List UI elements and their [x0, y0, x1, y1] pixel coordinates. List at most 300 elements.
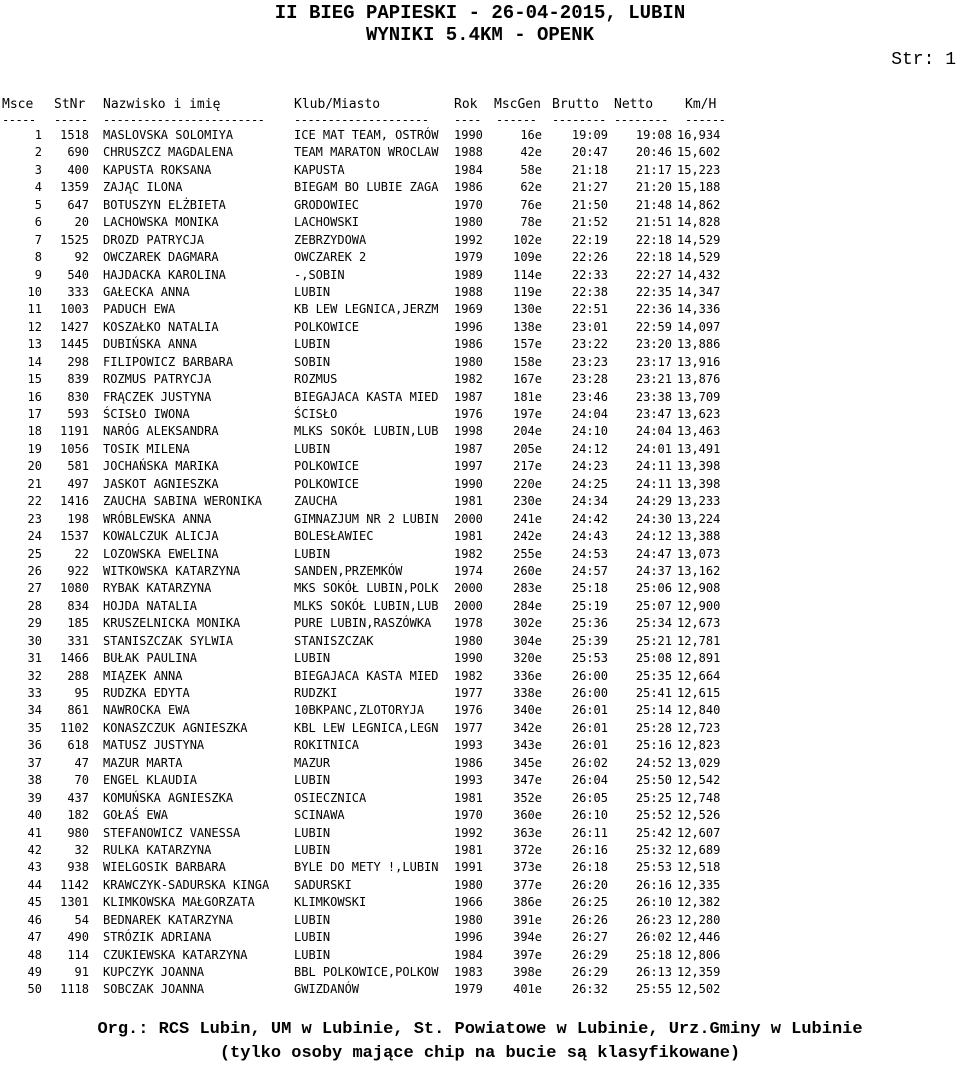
cell-brutto: 26:10 [571, 808, 608, 823]
cell-stnr: 1301 [60, 895, 89, 910]
cell-netto: 26:02 [635, 930, 672, 945]
cell-stnr: 980 [67, 825, 89, 840]
cell-mscgen: 204e [513, 424, 542, 439]
cell-club: LUBIN [294, 651, 331, 666]
cell-kmh: 16,934 [677, 128, 721, 142]
cell-mscgen: 304e [513, 633, 542, 648]
cell-netto: 24:12 [635, 529, 672, 544]
cell-msce: 26 [27, 563, 42, 578]
cell-netto: 26:10 [635, 895, 672, 910]
cell-stnr: 54 [74, 912, 89, 927]
table-body [0, 127, 960, 999]
cell-club: ŚCISŁO [294, 407, 338, 421]
cell-stnr: 647 [67, 197, 89, 212]
cell-brutto: 23:46 [571, 389, 608, 404]
cell-brutto: 23:01 [571, 319, 608, 334]
cell-name: CZUKIEWSKA KATARZYNA [103, 947, 248, 962]
cell-msce: 42 [27, 842, 42, 857]
cell-stnr: 1359 [60, 180, 89, 195]
cell-brutto: 25:18 [571, 581, 608, 596]
table-row [0, 144, 960, 161]
cell-mscgen: 283e [513, 581, 542, 596]
cell-club: MLKS SOKÓŁ LUBIN,LUB [294, 598, 439, 613]
cell-brutto: 24:53 [571, 546, 608, 561]
cell-name: KRUSZELNICKA MONIKA [103, 616, 241, 631]
cell-stnr: 185 [67, 616, 89, 631]
cell-stnr: 20 [74, 215, 89, 230]
col-header-brutto: Brutto [552, 97, 599, 112]
cell-club: BBL POLKOWICE,POLKOW [294, 965, 439, 979]
cell-name: TOSIK MILENA [103, 441, 190, 456]
cell-mscgen: 119e [513, 284, 542, 299]
cell-brutto: 22:51 [571, 302, 608, 317]
cell-stnr: 114 [67, 947, 89, 962]
cell-stnr: 70 [74, 773, 89, 788]
cell-name: FRĄCZEK JUSTYNA [103, 389, 212, 404]
cell-rok: 1996 [454, 319, 483, 334]
cell-netto: 25:28 [635, 720, 672, 735]
cell-netto: 25:16 [635, 738, 672, 753]
cell-rok: 2000 [454, 511, 483, 526]
cell-name: WIELGOSIK BARBARA [103, 860, 226, 875]
cell-rok: 1990 [454, 651, 483, 666]
cell-brutto: 24:10 [571, 424, 608, 439]
cell-stnr: 95 [74, 686, 89, 700]
cell-stnr: 861 [67, 703, 89, 718]
cell-netto: 25:50 [635, 773, 672, 788]
cell-rok: 1979 [454, 982, 483, 997]
table-row [0, 127, 960, 144]
cell-rok: 1987 [454, 441, 483, 456]
cell-netto: 25:06 [635, 581, 672, 596]
cell-name: KRAWCZYK-SADURSKA KINGA [103, 877, 270, 892]
cell-msce: 24 [27, 529, 42, 544]
cell-name: ŚCISŁO IWONA [103, 407, 190, 421]
cell-mscgen: 345e [513, 755, 542, 770]
col-header-netto: Netto [614, 97, 654, 112]
cell-mscgen: 230e [513, 494, 542, 509]
cell-name: LOZOWSKA EWELINA [103, 546, 219, 561]
cell-name: DUBIŃSKA ANNA [103, 337, 197, 352]
cell-rok: 1987 [454, 389, 483, 404]
cell-club: LUBIN [294, 947, 331, 962]
page-subtitle: WYNIKI 5.4KM - OPENK [365, 24, 595, 46]
cell-name: MATUSZ JUSTYNA [103, 738, 205, 753]
cell-mscgen: 342e [513, 720, 542, 735]
cell-brutto: 26:16 [571, 842, 608, 857]
cell-stnr: 1118 [60, 982, 89, 997]
cell-stnr: 618 [67, 738, 89, 753]
cell-club: POLKOWICE [294, 459, 360, 474]
cell-kmh: 13,233 [677, 494, 721, 509]
cell-brutto: 21:50 [571, 197, 608, 212]
cell-name: JASKOT AGNIESZKA [103, 476, 219, 491]
cell-rok: 1981 [454, 842, 483, 857]
cell-mscgen: 205e [513, 441, 542, 456]
cell-club: ICE MAT TEAM, OSTRÓW [294, 128, 439, 142]
cell-stnr: 333 [67, 284, 89, 299]
cell-stnr: 1416 [60, 494, 89, 509]
cell-brutto: 21:52 [571, 215, 608, 230]
cell-brutto: 26:29 [571, 947, 608, 962]
cell-brutto: 25:53 [571, 651, 608, 666]
cell-msce: 44 [27, 877, 42, 892]
table-row [0, 720, 960, 737]
table-row [0, 668, 960, 685]
cell-mscgen: 114e [513, 267, 542, 282]
cell-mscgen: 109e [513, 250, 542, 265]
cell-club: PURE LUBIN,RASZÓWKA [294, 616, 432, 631]
cell-mscgen: 377e [513, 877, 542, 892]
cell-kmh: 15,602 [677, 145, 721, 160]
cell-netto: 24:37 [635, 563, 672, 578]
cell-stnr: 32 [74, 842, 89, 857]
cell-mscgen: 343e [513, 738, 542, 753]
col-header-mscgen: MscGen [494, 97, 541, 112]
cell-stnr: 1537 [60, 529, 89, 544]
cell-msce: 16 [27, 389, 42, 404]
cell-name: FILIPOWICZ BARBARA [103, 354, 234, 369]
cell-msce: 47 [27, 930, 42, 945]
cell-kmh: 13,463 [677, 424, 721, 439]
cell-rok: 1986 [454, 180, 483, 195]
cell-mscgen: 373e [513, 860, 542, 875]
cell-club: BOLESŁAWIEC [294, 529, 374, 544]
cell-stnr: 400 [67, 162, 89, 177]
cell-stnr: 91 [74, 965, 89, 979]
results-table [0, 95, 960, 999]
cell-rok: 1993 [454, 773, 483, 788]
cell-msce: 50 [27, 982, 42, 997]
cell-brutto: 26:00 [571, 668, 608, 683]
cell-netto: 25:41 [635, 686, 672, 700]
cell-name: CHRUSZCZ MAGDALENA [103, 145, 234, 160]
cell-netto: 23:21 [635, 372, 672, 387]
cell-name: OWCZAREK DAGMARA [103, 250, 219, 265]
cell-mscgen: 62e [520, 180, 542, 195]
classification-note: (tylko osoby mające chip na bucie są klasyfikowane) [219, 1044, 741, 1063]
cell-kmh: 14,336 [677, 302, 721, 317]
cell-club: GRODOWIEC [294, 197, 360, 212]
cell-kmh: 14,432 [677, 267, 721, 282]
cell-kmh: 14,862 [677, 197, 721, 212]
cell-brutto: 25:19 [571, 598, 608, 613]
cell-msce: 19 [27, 441, 42, 456]
cell-club: LUBIN [294, 912, 331, 927]
cell-name: KOSZAŁKO NATALIA [103, 319, 219, 334]
cell-club: MAZUR [294, 755, 331, 770]
table-row [0, 598, 960, 615]
separator: -------- [552, 113, 606, 127]
cell-mscgen: 158e [513, 354, 542, 369]
cell-club: ROZMUS [294, 372, 338, 387]
cell-brutto: 24:43 [571, 529, 608, 544]
cell-name: MIĄZEK ANNA [103, 668, 183, 683]
cell-kmh: 13,162 [677, 563, 721, 578]
cell-club: LUBIN [294, 441, 331, 456]
cell-kmh: 12,502 [677, 982, 721, 997]
cell-netto: 25:55 [635, 982, 672, 997]
cell-brutto: 21:27 [571, 180, 608, 195]
cell-mscgen: 130e [513, 302, 542, 317]
cell-msce: 2 [34, 145, 42, 160]
cell-rok: 1984 [454, 162, 483, 177]
cell-kmh: 12,806 [677, 947, 721, 962]
table-row [0, 580, 960, 597]
cell-stnr: 92 [74, 250, 89, 265]
cell-netto: 24:11 [635, 476, 672, 491]
cell-club: ZEBRZYDOWA [294, 232, 367, 247]
cell-netto: 25:35 [635, 668, 672, 683]
cell-stnr: 288 [67, 668, 89, 683]
cell-club: BIEGAM BO LUBIE ZAGA [294, 180, 439, 195]
cell-rok: 1977 [454, 686, 483, 700]
cell-mscgen: 320e [513, 651, 542, 666]
table-row [0, 197, 960, 214]
cell-brutto: 22:33 [571, 267, 608, 282]
cell-rok: 1980 [454, 215, 483, 230]
cell-stnr: 1080 [60, 581, 89, 596]
cell-kmh: 13,388 [677, 529, 721, 544]
cell-netto: 25:18 [635, 947, 672, 962]
cell-mscgen: 197e [513, 407, 542, 421]
cell-rok: 1991 [454, 860, 483, 875]
cell-stnr: 1466 [60, 651, 89, 666]
cell-kmh: 12,673 [677, 616, 721, 631]
cell-stnr: 839 [67, 372, 89, 387]
cell-kmh: 14,347 [677, 284, 721, 299]
header-separator [0, 115, 960, 127]
cell-rok: 1984 [454, 947, 483, 962]
cell-netto: 22:59 [635, 319, 672, 334]
cell-stnr: 1056 [60, 441, 89, 456]
cell-msce: 35 [27, 720, 42, 735]
cell-kmh: 13,073 [677, 546, 721, 561]
cell-stnr: 182 [67, 808, 89, 823]
cell-club: BIEGAJACA KASTA MIED [294, 389, 439, 404]
cell-name: WITKOWSKA KATARZYNA [103, 563, 241, 578]
cell-mscgen: 391e [513, 912, 542, 927]
cell-msce: 29 [27, 616, 42, 631]
cell-kmh: 12,446 [677, 930, 721, 945]
cell-brutto: 26:25 [571, 895, 608, 910]
cell-club: KAPUSTA [294, 162, 345, 177]
table-row [0, 825, 960, 842]
cell-netto: 24:47 [635, 546, 672, 561]
col-header-club: Klub/Miasto [294, 97, 381, 112]
cell-mscgen: 347e [513, 773, 542, 788]
cell-kmh: 13,398 [677, 459, 721, 474]
cell-rok: 1983 [454, 965, 483, 979]
cell-msce: 39 [27, 790, 42, 805]
table-row [0, 441, 960, 458]
cell-kmh: 13,709 [677, 389, 721, 404]
cell-brutto: 26:18 [571, 860, 608, 875]
cell-stnr: 1525 [60, 232, 89, 247]
cell-msce: 15 [27, 372, 42, 387]
table-row [0, 790, 960, 807]
cell-netto: 26:16 [635, 877, 672, 892]
cell-brutto: 26:27 [571, 930, 608, 945]
cell-netto: 25:52 [635, 808, 672, 823]
cell-netto: 22:18 [635, 232, 672, 247]
cell-brutto: 26:29 [571, 965, 608, 979]
cell-netto: 19:08 [635, 128, 672, 142]
cell-kmh: 13,224 [677, 511, 721, 526]
cell-rok: 1998 [454, 424, 483, 439]
cell-mscgen: 336e [513, 668, 542, 683]
cell-name: BUŁAK PAULINA [103, 651, 197, 666]
cell-stnr: 1102 [60, 720, 89, 735]
cell-rok: 1996 [454, 930, 483, 945]
table-row [0, 650, 960, 667]
cell-msce: 21 [27, 476, 42, 491]
cell-name: KAPUSTA ROKSANA [103, 162, 212, 177]
cell-mscgen: 255e [513, 546, 542, 561]
cell-name: STRÓZIK ADRIANA [103, 930, 212, 945]
table-row [0, 336, 960, 353]
cell-rok: 1981 [454, 790, 483, 805]
separator: -------------------- [294, 113, 429, 127]
table-row [0, 772, 960, 789]
cell-msce: 25 [27, 546, 42, 561]
table-row [0, 755, 960, 772]
table-row [0, 964, 960, 981]
cell-brutto: 19:09 [571, 128, 608, 142]
cell-club: KB LEW LEGNICA,JERZM [294, 302, 439, 317]
table-row [0, 702, 960, 719]
cell-msce: 37 [27, 755, 42, 770]
cell-mscgen: 397e [513, 947, 542, 962]
cell-rok: 1981 [454, 529, 483, 544]
cell-club: SOBIN [294, 354, 331, 369]
cell-club: BYLE DO METY !,LUBIN [294, 860, 439, 875]
cell-stnr: 938 [67, 860, 89, 875]
cell-netto: 22:27 [635, 267, 672, 282]
table-row [0, 859, 960, 876]
table-row [0, 179, 960, 196]
table-row [0, 214, 960, 231]
cell-kmh: 13,623 [677, 407, 721, 421]
cell-brutto: 26:01 [571, 703, 608, 718]
cell-msce: 6 [34, 215, 42, 230]
table-row [0, 389, 960, 406]
cell-brutto: 22:19 [571, 232, 608, 247]
cell-kmh: 12,891 [677, 651, 721, 666]
cell-kmh: 14,529 [677, 250, 721, 265]
cell-brutto: 23:23 [571, 354, 608, 369]
table-row [0, 354, 960, 371]
cell-name: HOJDA NATALIA [103, 598, 197, 613]
cell-mscgen: 157e [513, 337, 542, 352]
cell-stnr: 1003 [60, 302, 89, 317]
cell-brutto: 24:57 [571, 563, 608, 578]
cell-msce: 48 [27, 947, 42, 962]
table-row [0, 476, 960, 493]
cell-netto: 22:18 [635, 250, 672, 265]
cell-name: RULKA KATARZYNA [103, 842, 212, 857]
cell-mscgen: 302e [513, 616, 542, 631]
separator: ------ [496, 113, 537, 127]
cell-rok: 1974 [454, 563, 483, 578]
cell-club: RUDZKI [294, 686, 338, 700]
cell-netto: 24:04 [635, 424, 672, 439]
cell-brutto: 22:38 [571, 284, 608, 299]
cell-kmh: 14,529 [677, 232, 721, 247]
cell-netto: 25:21 [635, 633, 672, 648]
cell-msce: 49 [27, 965, 42, 979]
cell-club: -,SOBIN [294, 267, 345, 282]
cell-brutto: 26:04 [571, 773, 608, 788]
cell-rok: 1993 [454, 738, 483, 753]
cell-kmh: 12,615 [677, 686, 721, 700]
cell-msce: 43 [27, 860, 42, 875]
cell-netto: 26:23 [635, 912, 672, 927]
cell-brutto: 26:00 [571, 686, 608, 700]
cell-name: LACHOWSKA MONIKA [103, 215, 219, 230]
cell-netto: 24:01 [635, 441, 672, 456]
page-number: Str: 1 [891, 50, 956, 70]
cell-kmh: 12,689 [677, 842, 721, 857]
cell-brutto: 24:04 [571, 407, 608, 421]
cell-mscgen: 167e [513, 372, 542, 387]
table-row [0, 267, 960, 284]
cell-msce: 10 [27, 284, 42, 299]
cell-name: ENGEL KLAUDIA [103, 773, 197, 788]
cell-name: MASLOVSKA SOLOMIYA [103, 128, 234, 142]
cell-msce: 11 [27, 302, 42, 317]
cell-mscgen: 386e [513, 895, 542, 910]
cell-club: KLIMKOWSKI [294, 895, 367, 910]
cell-msce: 46 [27, 912, 42, 927]
cell-club: LUBIN [294, 546, 331, 561]
cell-rok: 1997 [454, 459, 483, 474]
cell-club: KBL LEW LEGNICA,LEGN [294, 720, 439, 735]
cell-msce: 17 [27, 407, 42, 421]
cell-brutto: 23:22 [571, 337, 608, 352]
cell-netto: 23:47 [635, 407, 672, 421]
cell-rok: 1992 [454, 825, 483, 840]
cell-rok: 1986 [454, 755, 483, 770]
cell-stnr: 331 [67, 633, 89, 648]
cell-name: WRÓBLEWSKA ANNA [103, 511, 212, 526]
separator: ----- [54, 113, 88, 127]
table-row [0, 423, 960, 440]
page-title: II BIEG PAPIESKI - 26-04-2015, LUBIN [274, 2, 686, 24]
cell-mscgen: 242e [513, 529, 542, 544]
cell-name: KONASZCZUK AGNIESZKA [103, 720, 248, 735]
cell-mscgen: 241e [513, 511, 542, 526]
table-row [0, 877, 960, 894]
cell-msce: 33 [27, 686, 42, 700]
cell-stnr: 1445 [60, 337, 89, 352]
cell-msce: 18 [27, 424, 42, 439]
cell-kmh: 12,664 [677, 668, 721, 683]
cell-msce: 34 [27, 703, 42, 718]
cell-brutto: 26:20 [571, 877, 608, 892]
cell-stnr: 497 [67, 476, 89, 491]
cell-mscgen: 340e [513, 703, 542, 718]
table-row [0, 319, 960, 336]
cell-netto: 25:53 [635, 860, 672, 875]
cell-club: SADURSKI [294, 877, 352, 892]
cell-name: STANISZCZAK SYLWIA [103, 633, 234, 648]
cell-rok: 1988 [454, 284, 483, 299]
cell-netto: 22:36 [635, 302, 672, 317]
cell-netto: 20:46 [635, 145, 672, 160]
cell-mscgen: 217e [513, 459, 542, 474]
cell-club: STANISZCZAK [294, 633, 374, 648]
